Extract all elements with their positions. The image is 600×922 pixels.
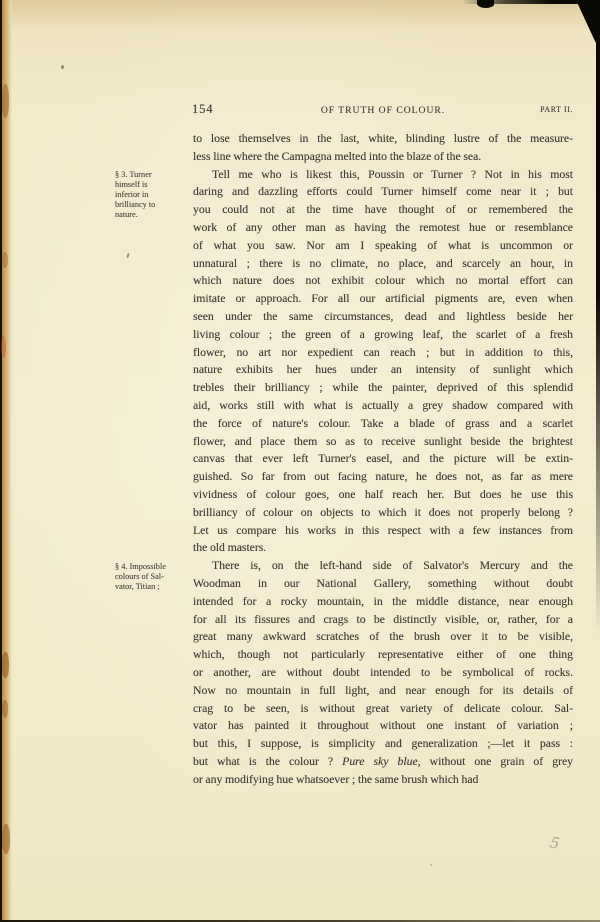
text-line: work of any other man as having the remotest hue or resemblance bbox=[193, 219, 573, 234]
text-line: unnatural ; there is no climate, no place, and scarcely an hour, in bbox=[193, 255, 573, 270]
scan-right-shadow bbox=[596, 44, 600, 634]
text-line: less line where the Campagna melted into the blaze of the sea. bbox=[193, 148, 482, 163]
text-line: guished. So far from out facing nature, he does not, as far as mere bbox=[193, 469, 573, 484]
text-line: the force of nature's colour. Take a blade of grass and a scarlet bbox=[193, 415, 573, 430]
text-line: There is, on the left-hand side of Salvator's Mercury and the bbox=[212, 558, 573, 573]
text-line: or any modifying hue whatsoever ; the same brush which had bbox=[193, 771, 479, 786]
paper-speck bbox=[430, 864, 432, 866]
edge-stain bbox=[2, 824, 10, 854]
text-line: for all its fissures and crags to be distinctly visible, or, rather, for a bbox=[193, 611, 573, 626]
text-line: great many awkward scratches of the brush over it to be visible, bbox=[193, 629, 573, 644]
text-line: crag to be seen, is without great variety of delicate colour. Sal- bbox=[193, 700, 573, 715]
edge-stain bbox=[2, 700, 8, 718]
margin-note-line: himself is bbox=[115, 179, 148, 189]
text-line: Now no mountain in full light, and near enough for its details of bbox=[193, 682, 573, 697]
text-line: vividness of colour goes, one half reach her. But does he use this bbox=[193, 486, 573, 501]
running-title: OF TRUTH OF COLOUR. bbox=[320, 105, 446, 116]
text-line: intended for a rocky mountain, in the middle distance, near enough bbox=[193, 593, 573, 608]
text-line: but this, I suppose, is simplicity and generalization ;—let it pass : bbox=[193, 736, 573, 751]
text-line: you could not at the time have thought of or remembered the bbox=[193, 202, 573, 217]
text-line: which, though not particularly representative either of one thing bbox=[193, 647, 573, 662]
margin-note-line: vator, Titian ; bbox=[115, 581, 160, 591]
text-line: nature exhibits her hues under an intensity of sunlight which bbox=[193, 362, 573, 377]
page-number: 154 bbox=[192, 102, 214, 116]
margin-note-line: § 3. Turner bbox=[115, 170, 152, 179]
text-line: to lose themselves in the last, white, blinding lustre of the measure- bbox=[193, 131, 573, 145]
margin-note-line: brilliancy to bbox=[115, 199, 156, 209]
text-line: daring and dazzling efforts could Turner himself come near it ; but bbox=[193, 184, 573, 199]
text-line: canvas that ever left Turner's easel, and the picture will be extin- bbox=[193, 451, 573, 466]
text-line: brilliancy of colour on objects to which it does not properly belong ? bbox=[193, 504, 573, 519]
text-line: Tell me who is likest this, Poussin or Turner ? Not in his most bbox=[212, 166, 573, 181]
text-line: seen under the same circumstances, dead and lightless beside her bbox=[193, 308, 573, 323]
text-line: trebles their brilliancy ; while the painter, deprived of this splendid bbox=[193, 380, 573, 395]
italic-phrase: Pure sky blue, bbox=[342, 753, 421, 768]
text-line: the old masters. bbox=[193, 540, 267, 555]
text-line: flower, and place them so as to receive sunlight beside the brightest bbox=[193, 433, 573, 448]
text-line: but what is the colour ? Pure sky blue, without one grain of grey bbox=[193, 753, 573, 768]
text-line: Let us compare his works in this respect with a few instances from bbox=[193, 522, 573, 537]
text-line: imitate or approach. For all our artificial pigments are, even when bbox=[193, 291, 573, 306]
margin-note-line: colours of Sal- bbox=[115, 571, 164, 581]
text-line: of what you saw. Nor am I speaking of what is uncommon or bbox=[193, 237, 573, 252]
text-line: vator has painted it throughout without one instant of variation ; bbox=[193, 718, 573, 733]
text-line: living colour ; the green of a growing leaf, the scarlet of a fresh bbox=[193, 326, 573, 341]
edge-stain bbox=[2, 252, 8, 268]
text-line: which nature does not exhibit colour which no mortal effort can bbox=[193, 273, 573, 288]
edge-stain bbox=[2, 84, 9, 118]
paper-speck bbox=[61, 65, 64, 69]
text-line: flower, no art nor expedient can reach ; but in addition to this, bbox=[193, 344, 573, 359]
text-line: Woodman in our National Gallery, something without doubt bbox=[193, 575, 573, 590]
top-shading bbox=[12, 0, 600, 30]
margin-note-section-3 bbox=[115, 170, 195, 220]
pencil-mark: 5 bbox=[548, 833, 561, 853]
page-deckle-edge bbox=[0, 0, 12, 922]
margin-note-line: nature. bbox=[115, 209, 138, 219]
paper-speck bbox=[126, 253, 129, 258]
edge-stain bbox=[2, 652, 9, 678]
margin-note-line: inferior in bbox=[115, 189, 149, 199]
text-line: or another, are without doubt intended to be symbolical of rocks. bbox=[193, 664, 573, 679]
margin-note-section-4 bbox=[115, 562, 195, 592]
text-line: aid, works still with what is actually a grey shadow compared with bbox=[193, 397, 573, 412]
body-text bbox=[193, 130, 573, 788]
margin-note-line: § 4. Impossible bbox=[115, 562, 166, 571]
edge-stain bbox=[1, 336, 6, 358]
scan-top-shadow bbox=[477, 0, 494, 8]
part-label: PART II. bbox=[540, 105, 573, 114]
